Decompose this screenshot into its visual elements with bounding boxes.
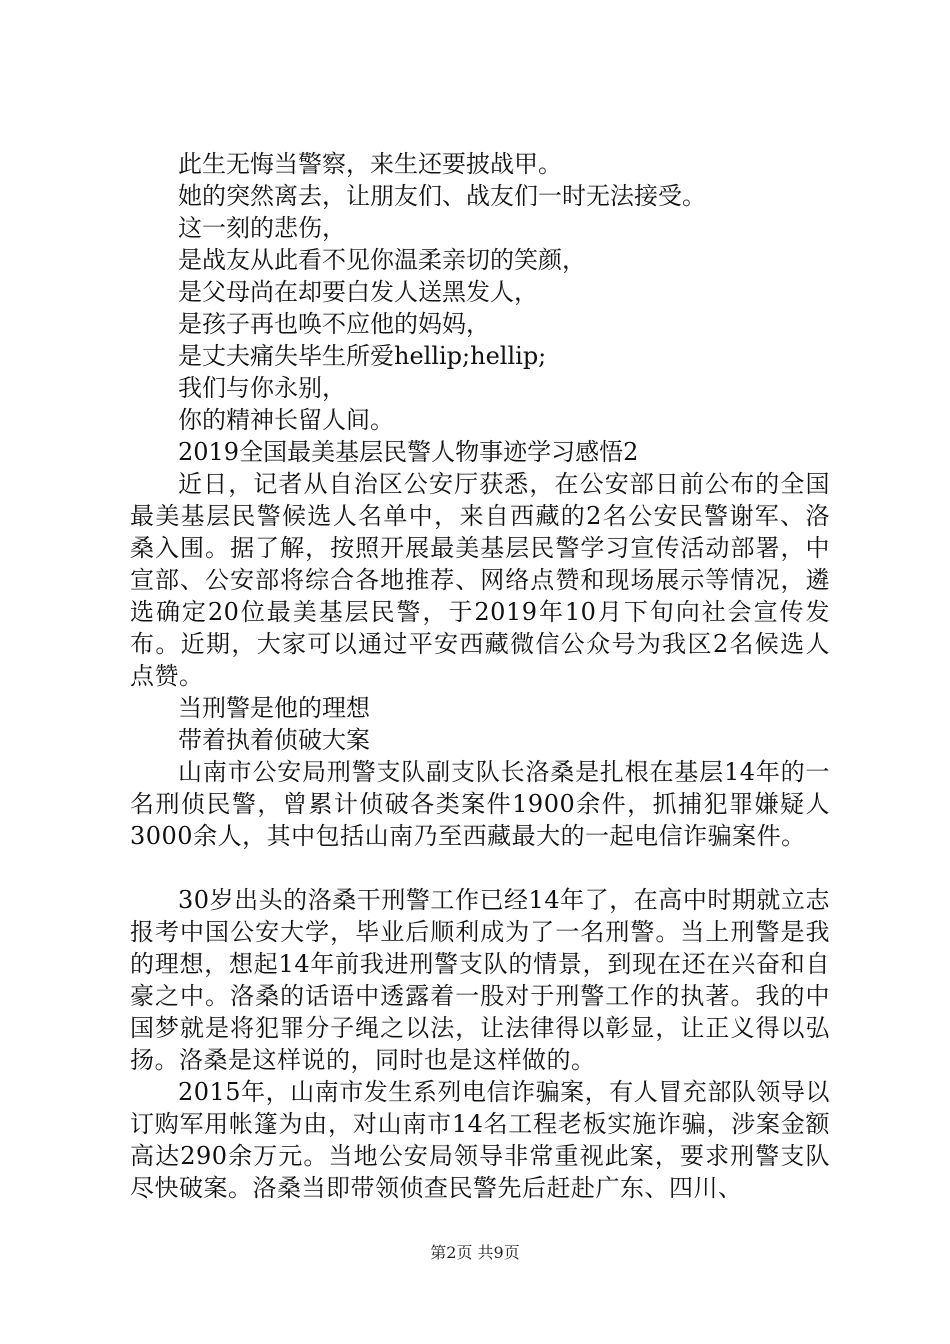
poem-line-9: 你的精神长留人间。 xyxy=(178,406,394,434)
paragraph-profile: 山南市公安局刑警支队副支队长洛桑是扎根在基层14年的一名刑侦民警，曾累计侦破各类案件1900余件，抓捕犯罪嫌疑人3000余人，其中包括山南乃至西藏最大的一起电信诈骗案件。 xyxy=(130,758,830,850)
poem-line-3: 这一刻的悲伤， xyxy=(178,214,346,242)
paragraph-case: 2015年，山南市发生系列电信诈骗案，有人冒充部队领导以订购军用帐篷为由，对山南市14名工程老板实施诈骗，涉案金额高达290余万元。当地公安局领导非常重视此案，要求刑警支队尽快破案。洛桑当即带领侦查民警先后赶赴广东、四川、 xyxy=(130,1078,830,1202)
section-title: 2019全国最美基层民警人物事迹学习感悟2 xyxy=(178,438,639,466)
paragraph-intro: 近日，记者从自治区公安厅获悉，在公安部日前公布的全国最美基层民警候选人名单中，来自西藏的2名公安民警谢军、洛桑入围。据了解，按照开展最美基层民警学习宣传活动部署，中宣部、公安部将综合各地推荐、网络点赞和现场展示等情况，遴选确定20位最美基层民警，于2019年10月下旬向社会宣传发布。近期，大家可以通过平安西藏微信公众号为我区2名候选人点赞。 xyxy=(130,470,830,690)
poem-line-2: 她的突然离去，让朋友们、战友们一时无法接受。 xyxy=(178,182,706,210)
paragraph-gap xyxy=(130,852,830,884)
document-body xyxy=(130,148,830,1204)
poem-line-7: 是丈夫痛失毕生所爱hellip;hellip; xyxy=(178,342,547,370)
poem-line-6: 是孩子再也唤不应他的妈妈， xyxy=(178,310,490,338)
poem-line-8: 我们与你永别， xyxy=(178,374,346,402)
page-number: 第2页 共9页 xyxy=(430,1243,520,1262)
paragraph-dream: 30岁出头的洛桑干刑警工作已经14年了，在高中时期就立志报考中国公安大学，毕业后顺利成为了一名刑警。当上刑警是我的理想，想起14年前我进刑警支队的情景，到现在还在兴奋和自豪之中。洛桑的话语中透露着一股对于刑警工作的执著。我的中国梦就是将犯罪分子绳之以法，让法律得以彰显，让正义得以弘扬。洛桑是这样说的，同时也是这样做的。 xyxy=(130,886,830,1074)
subheading-2: 带着执着侦破大案 xyxy=(178,726,370,754)
poem-line-4: 是战友从此看不见你温柔亲切的笑颜， xyxy=(178,246,586,274)
poem-line-5: 是父母尚在却要白发人送黑发人， xyxy=(178,278,538,306)
poem-line-1: 此生无悔当警察，来生还要披战甲。 xyxy=(178,150,562,178)
subheading-1: 当刑警是他的理想 xyxy=(178,694,370,722)
